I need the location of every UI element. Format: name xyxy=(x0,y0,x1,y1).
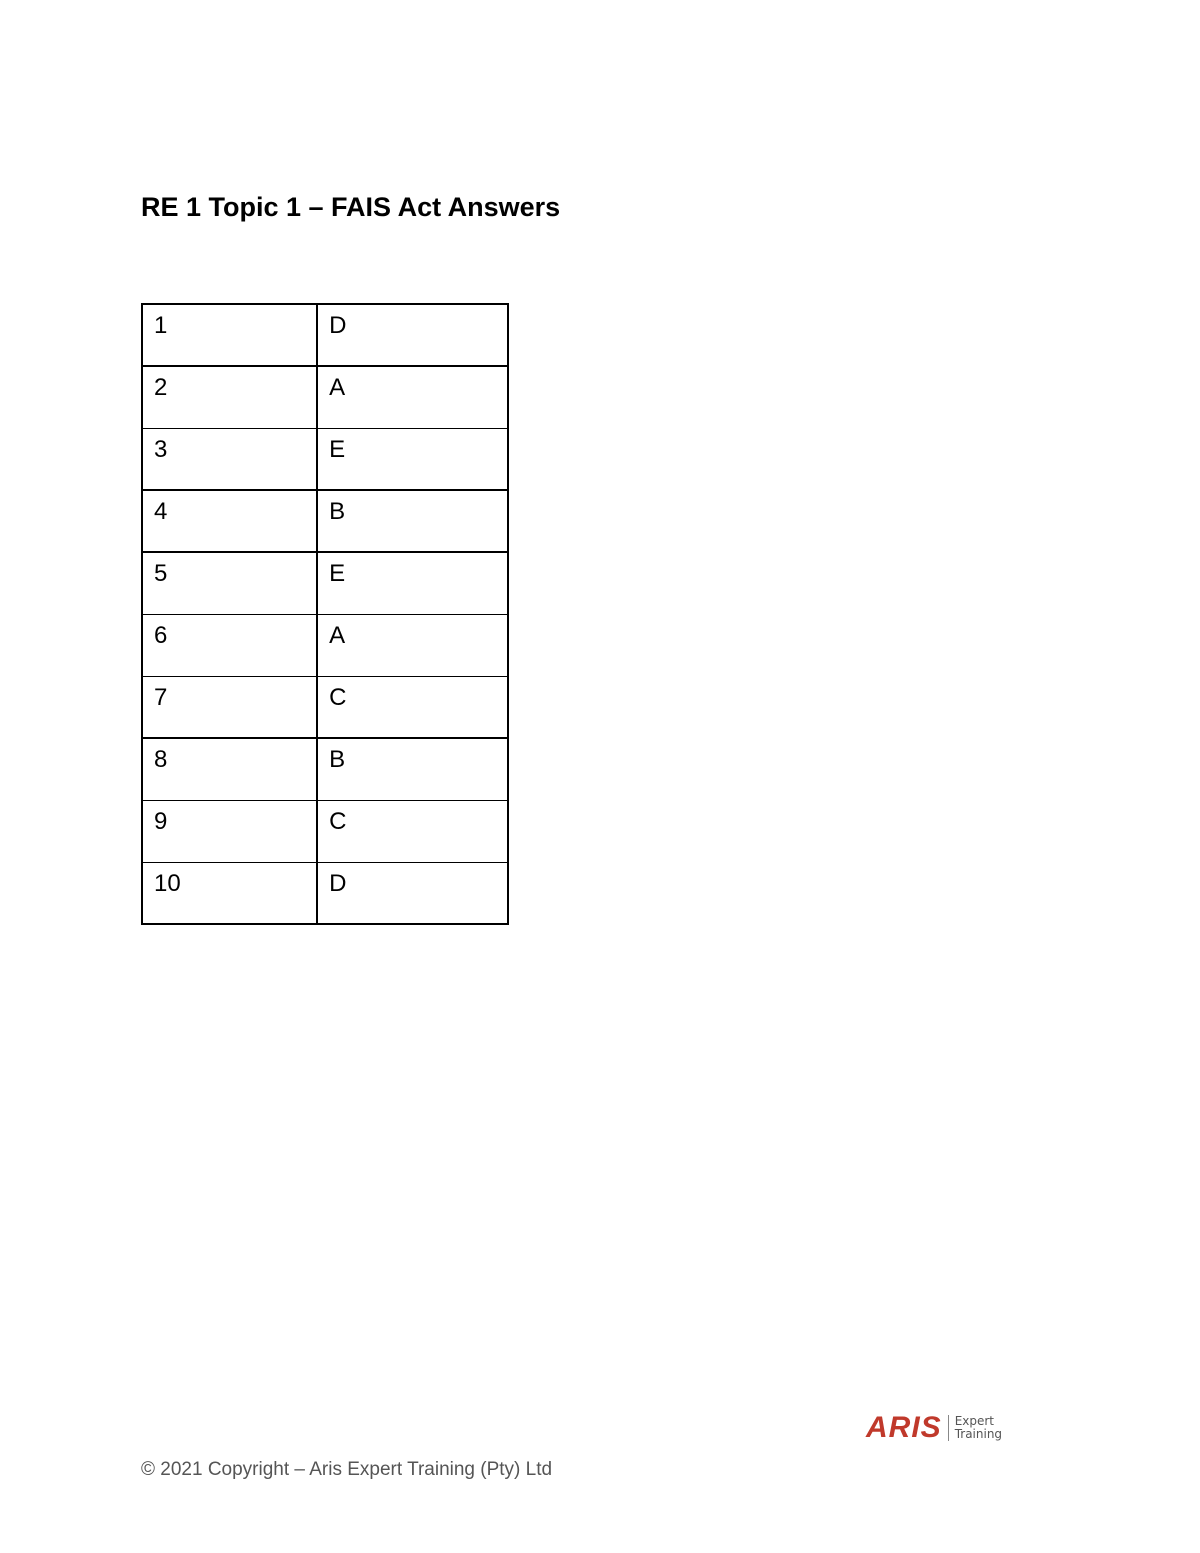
logo-subtitle xyxy=(955,1415,1002,1441)
question-number: 2 xyxy=(142,366,317,428)
answer-letter: E xyxy=(317,428,508,490)
answer-letter: C xyxy=(317,800,508,862)
table-row xyxy=(142,552,508,614)
question-number: 4 xyxy=(142,490,317,552)
answer-letter: B xyxy=(317,490,508,552)
logo-wordmark: ARIS xyxy=(866,1411,942,1444)
question-number: 9 xyxy=(142,800,317,862)
question-number: 3 xyxy=(142,428,317,490)
table-row xyxy=(142,366,508,428)
logo-subtitle-line-1: Expert xyxy=(954,1414,995,1428)
logo-divider xyxy=(948,1415,949,1441)
table-row xyxy=(142,676,508,738)
logo-subtitle-line-2: Training xyxy=(954,1427,1003,1441)
table-row xyxy=(142,862,508,924)
table-row xyxy=(142,304,508,366)
question-number: 10 xyxy=(142,862,317,924)
answer-letter: D xyxy=(317,862,508,924)
answer-table xyxy=(141,303,509,925)
question-number: 5 xyxy=(142,552,317,614)
table-row xyxy=(142,428,508,490)
aris-logo xyxy=(866,1413,1002,1443)
page-title: RE 1 Topic 1 – FAIS Act Answers xyxy=(141,192,561,222)
question-number: 8 xyxy=(142,738,317,800)
table-row xyxy=(142,800,508,862)
answer-letter: E xyxy=(317,552,508,614)
answer-letter: A xyxy=(317,614,508,676)
table-row xyxy=(142,614,508,676)
answer-letter: B xyxy=(317,738,508,800)
answer-letter: D xyxy=(317,304,508,366)
question-number: 1 xyxy=(142,304,317,366)
question-number: 7 xyxy=(142,676,317,738)
table-row xyxy=(142,738,508,800)
table-row xyxy=(142,490,508,552)
copyright-footer: © 2021 Copyright – Aris Expert Training (Pty) Ltd xyxy=(141,1459,553,1480)
answer-letter: C xyxy=(317,676,508,738)
answer-letter: A xyxy=(317,366,508,428)
question-number: 6 xyxy=(142,614,317,676)
